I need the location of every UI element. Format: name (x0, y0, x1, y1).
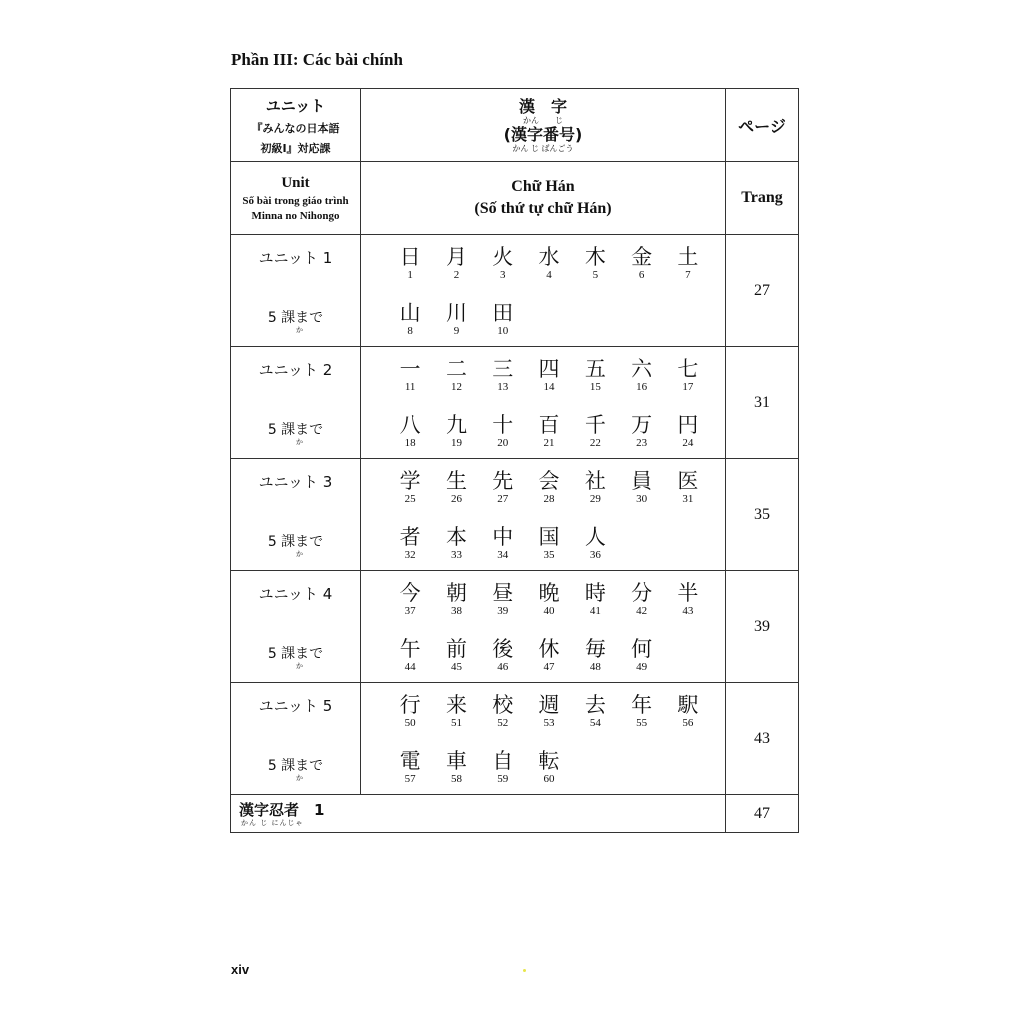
unit-cell (231, 235, 361, 347)
kanji-number: 31 (682, 493, 694, 505)
header-kanji-jp-cell (361, 89, 726, 162)
kanji-number: 15 (589, 381, 601, 393)
header-unit-vi-line3: Minna no Nihongo (251, 209, 340, 222)
kanji-char: 三 (492, 357, 514, 381)
kanji-char: 員 (631, 469, 653, 493)
kanji-item (526, 469, 572, 505)
header-unit-jp-cell (231, 89, 361, 162)
kanji-item (572, 245, 618, 281)
kanji-number: 13 (497, 381, 509, 393)
kanji-item (526, 693, 572, 729)
unit-page-number: 31 (726, 347, 799, 459)
kanji-char: 前 (445, 637, 467, 661)
kanji-char: 週 (538, 693, 560, 717)
kanji-number: 14 (543, 381, 555, 393)
unit-name: ユニット 5 (258, 697, 333, 715)
kanji-char: 百 (538, 413, 560, 437)
kanji-item (480, 245, 526, 281)
kanji-number: 6 (638, 269, 645, 281)
unit-name: ユニット 1 (258, 249, 333, 267)
kanji-char: 会 (538, 469, 560, 493)
kanji-item (665, 581, 711, 617)
kanji-number: 42 (636, 605, 648, 617)
kanji-number: 48 (589, 661, 601, 673)
kanji-item (480, 693, 526, 729)
kanji-item (433, 581, 479, 617)
kanji-item (572, 357, 618, 393)
kanji-char: 社 (584, 469, 606, 493)
kanji-char: 半 (677, 581, 699, 605)
kanji-item (526, 749, 572, 785)
header-unit-jp-line2: 『みんなの日本語 (251, 121, 340, 135)
unit-cell (231, 571, 361, 683)
kanji-row (387, 581, 711, 617)
kanji-item (526, 525, 572, 561)
kanji-number: 38 (450, 605, 462, 617)
unit-lesson-ruby: か (296, 438, 303, 446)
kanji-char: 午 (399, 637, 421, 661)
kanji-item (572, 693, 618, 729)
kanji-item (572, 525, 618, 561)
kanji-item (618, 693, 664, 729)
kanji-char: 電 (399, 749, 421, 773)
unit-page-number: 27 (726, 235, 799, 347)
kanji-item (387, 637, 433, 673)
kanji-item (618, 469, 664, 505)
kanji-item (433, 693, 479, 729)
unit-cell (231, 347, 361, 459)
kanji-char: 土 (677, 245, 699, 269)
kanji-char: 毎 (584, 637, 606, 661)
kanji-char: 千 (584, 413, 606, 437)
kanji-item (480, 357, 526, 393)
kanji-item (433, 357, 479, 393)
kanji-row (387, 693, 711, 729)
header-unit-jp: ユニット (265, 96, 326, 115)
kanji-number: 46 (497, 661, 509, 673)
kanji-number: 3 (499, 269, 506, 281)
header-number-ruby: かん じ ばんごう (512, 144, 574, 153)
kanji-char: 九 (445, 413, 467, 437)
kanji-char: 円 (677, 413, 699, 437)
header-kanji-vi-cell (361, 162, 726, 235)
kanji-number: 17 (682, 381, 694, 393)
kanji-number: 45 (450, 661, 462, 673)
kanji-item (387, 413, 433, 449)
unit-page-number: 43 (726, 683, 799, 795)
kanji-number: 58 (450, 773, 462, 785)
kanji-item (526, 413, 572, 449)
kanji-char: 八 (399, 413, 421, 437)
unit-row (231, 459, 799, 571)
kanji-char: 二 (445, 357, 467, 381)
kanji-item (387, 357, 433, 393)
kanji-item (387, 581, 433, 617)
header-unit-vi-cell (231, 162, 361, 235)
kanji-item (433, 413, 479, 449)
header-row-vietnamese (231, 162, 799, 235)
kanji-number: 20 (497, 437, 509, 449)
kanji-item (480, 413, 526, 449)
unit-page-number: 39 (726, 571, 799, 683)
kanji-number: 5 (592, 269, 599, 281)
kanji-item (665, 693, 711, 729)
unit-row (231, 683, 799, 795)
kanji-char: 昼 (492, 581, 514, 605)
kanji-char: 一 (399, 357, 421, 381)
kanji-number: 36 (589, 549, 601, 561)
header-unit-vi-line2: Số bài trong giáo trình (242, 194, 349, 207)
kanji-char: 年 (631, 693, 653, 717)
kanji-item (387, 525, 433, 561)
kanji-char: 朝 (445, 581, 467, 605)
kanji-char: 後 (492, 637, 514, 661)
kanji-number: 60 (543, 773, 555, 785)
kanji-row (387, 749, 572, 785)
kanji-number: 8 (407, 325, 413, 337)
kanji-item (480, 301, 526, 337)
kanji-number: 11 (404, 381, 416, 393)
kanji-char: 火 (492, 245, 514, 269)
kanji-number: 50 (404, 717, 416, 729)
kanji-item (618, 357, 664, 393)
kanji-char: 先 (492, 469, 514, 493)
kanji-number: 24 (682, 437, 694, 449)
kanji-number: 22 (589, 437, 601, 449)
kanji-char: 校 (492, 693, 514, 717)
kanji-item (433, 469, 479, 505)
kanji-number: 57 (404, 773, 416, 785)
kanji-char: 去 (584, 693, 606, 717)
unit-row (231, 235, 799, 347)
kanji-item (387, 245, 433, 281)
kanji-row (387, 245, 711, 281)
header-unit-vi: Unit (281, 174, 310, 191)
kanji-char: 自 (492, 749, 514, 773)
kanji-item (433, 749, 479, 785)
kanji-number: 28 (543, 493, 555, 505)
kanji-item (480, 637, 526, 673)
kanji-item (387, 693, 433, 729)
kanji-number: 54 (589, 717, 601, 729)
header-kanji-jp: 漢 字 (518, 97, 567, 116)
kanji-number: 41 (589, 605, 601, 617)
kanji-item (526, 581, 572, 617)
kanji-char: 田 (492, 301, 514, 325)
kanji-row (387, 413, 711, 449)
kanji-item (433, 525, 479, 561)
kanji-char: 来 (445, 693, 467, 717)
kanji-char: 時 (584, 581, 606, 605)
kanji-number: 10 (497, 325, 509, 337)
kanji-number: 53 (543, 717, 555, 729)
kanji-item (480, 749, 526, 785)
unit-row (231, 571, 799, 683)
kanji-char: 駅 (677, 693, 699, 717)
kanji-number: 55 (636, 717, 648, 729)
kanji-char: 人 (584, 525, 606, 549)
kanji-char: 国 (538, 525, 560, 549)
kanji-char: 本 (445, 525, 467, 549)
kanji-ninja-cell (231, 795, 726, 833)
kanji-number: 37 (404, 605, 416, 617)
kanji-item (572, 637, 618, 673)
kanji-number: 39 (497, 605, 509, 617)
kanji-number: 27 (497, 493, 509, 505)
contents-table (230, 88, 799, 833)
kanji-item (618, 581, 664, 617)
kanji-number: 25 (404, 493, 416, 505)
kanji-cell (361, 459, 726, 571)
kanji-item (618, 245, 664, 281)
kanji-item (387, 749, 433, 785)
kanji-char: 六 (631, 357, 653, 381)
unit-row (231, 347, 799, 459)
kanji-item (618, 413, 664, 449)
kanji-number: 7 (685, 269, 691, 281)
kanji-number: 44 (404, 661, 416, 673)
header-kanji-vi-sub: (Số thứ tự chữ Hán) (474, 200, 612, 217)
unit-name: ユニット 3 (258, 473, 333, 491)
kanji-number: 12 (450, 381, 462, 393)
kanji-row (387, 301, 526, 337)
kanji-item (618, 637, 664, 673)
kanji-char: 車 (445, 749, 467, 773)
kanji-char: 川 (445, 301, 467, 325)
kanji-ninja-page: 47 (726, 795, 799, 833)
kanji-item (572, 413, 618, 449)
kanji-number: 9 (453, 325, 460, 337)
kanji-item (665, 469, 711, 505)
kanji-number: 4 (546, 269, 552, 281)
kanji-item (665, 413, 711, 449)
unit-lesson-ruby: か (296, 550, 303, 558)
kanji-row (387, 637, 665, 673)
kanji-number: 32 (404, 549, 416, 561)
unit-cell (231, 683, 361, 795)
kanji-number: 34 (497, 549, 509, 561)
kanji-item (387, 469, 433, 505)
kanji-number: 2 (453, 269, 460, 281)
kanji-row (387, 357, 711, 393)
header-number-jp: (漢字番号) (503, 125, 583, 144)
kanji-item (572, 469, 618, 505)
kanji-item (433, 245, 479, 281)
unit-lesson-range: 5 課まで (267, 758, 324, 774)
kanji-number: 26 (450, 493, 462, 505)
kanji-item (572, 581, 618, 617)
kanji-char: 万 (631, 413, 653, 437)
kanji-number: 1 (407, 269, 413, 281)
unit-name: ユニット 4 (258, 585, 333, 603)
kanji-number: 47 (543, 661, 555, 673)
header-page-vi: Trang (726, 162, 799, 235)
unit-lesson-range: 5 課まで (267, 646, 324, 662)
kanji-item (387, 301, 433, 337)
kanji-number: 18 (404, 437, 416, 449)
kanji-ninja-ruby: かん じ にんじゃ (241, 819, 304, 827)
kanji-number: 33 (450, 549, 462, 561)
kanji-item (665, 357, 711, 393)
kanji-number: 23 (636, 437, 648, 449)
unit-lesson-ruby: か (296, 774, 303, 782)
kanji-item (526, 245, 572, 281)
kanji-number: 51 (450, 717, 462, 729)
kanji-number: 56 (682, 717, 694, 729)
kanji-char: 日 (399, 245, 421, 269)
paper-speck (523, 969, 526, 972)
kanji-item (480, 525, 526, 561)
unit-cell (231, 459, 361, 571)
kanji-char: 休 (538, 637, 560, 661)
kanji-char: 中 (492, 525, 514, 549)
unit-lesson-range: 5 課まで (267, 310, 324, 326)
header-kanji-vi: Chữ Hán (511, 178, 575, 195)
kanji-row (387, 525, 618, 561)
kanji-item (665, 245, 711, 281)
kanji-number: 43 (682, 605, 694, 617)
kanji-item (526, 637, 572, 673)
kanji-char: 学 (399, 469, 421, 493)
kanji-item (480, 581, 526, 617)
kanji-number: 30 (636, 493, 648, 505)
kanji-char: 分 (631, 581, 653, 605)
kanji-char: 木 (584, 245, 606, 269)
unit-lesson-ruby: か (296, 326, 303, 334)
header-page-jp: ページ (726, 89, 799, 162)
kanji-number: 52 (497, 717, 509, 729)
kanji-number: 40 (543, 605, 555, 617)
unit-lesson-range: 5 課まで (267, 422, 324, 438)
kanji-char: 五 (584, 357, 606, 381)
kanji-char: 晩 (538, 581, 560, 605)
kanji-item (480, 469, 526, 505)
kanji-char: 者 (399, 525, 421, 549)
kanji-number: 19 (450, 437, 462, 449)
kanji-number: 59 (497, 773, 509, 785)
kanji-ninja-title: 漢字忍者 1 (239, 801, 325, 819)
header-kanji-ruby: かん じ (523, 116, 563, 125)
kanji-number: 35 (543, 549, 555, 561)
kanji-char: 医 (677, 469, 699, 493)
kanji-cell (361, 683, 726, 795)
kanji-char: 山 (399, 301, 421, 325)
kanji-item (526, 357, 572, 393)
kanji-row (387, 469, 711, 505)
kanji-number: 29 (589, 493, 601, 505)
kanji-cell (361, 571, 726, 683)
kanji-char: 水 (538, 245, 560, 269)
kanji-char: 十 (492, 413, 514, 437)
section-title: Phần III: Các bài chính (231, 50, 403, 69)
kanji-char: 金 (631, 245, 653, 269)
kanji-number: 21 (543, 437, 555, 449)
header-unit-jp-line3: 初級Ⅰ』対応課 (260, 141, 331, 155)
unit-page-number: 35 (726, 459, 799, 571)
kanji-cell (361, 347, 726, 459)
kanji-item (433, 301, 479, 337)
kanji-char: 生 (445, 469, 467, 493)
kanji-ninja-row (231, 795, 799, 833)
kanji-char: 七 (677, 357, 699, 381)
kanji-char: 四 (538, 357, 560, 381)
kanji-char: 転 (538, 749, 560, 773)
kanji-char: 行 (399, 693, 421, 717)
kanji-cell (361, 235, 726, 347)
kanji-number: 49 (636, 661, 648, 673)
kanji-char: 今 (399, 581, 421, 605)
unit-name: ユニット 2 (258, 361, 333, 379)
unit-lesson-range: 5 課まで (267, 534, 324, 550)
kanji-char: 月 (445, 245, 467, 269)
header-row-japanese (231, 89, 799, 162)
unit-lesson-ruby: か (296, 662, 303, 670)
page-number: xiv (231, 962, 250, 977)
kanji-number: 16 (636, 381, 648, 393)
kanji-item (433, 637, 479, 673)
kanji-char: 何 (631, 637, 653, 661)
